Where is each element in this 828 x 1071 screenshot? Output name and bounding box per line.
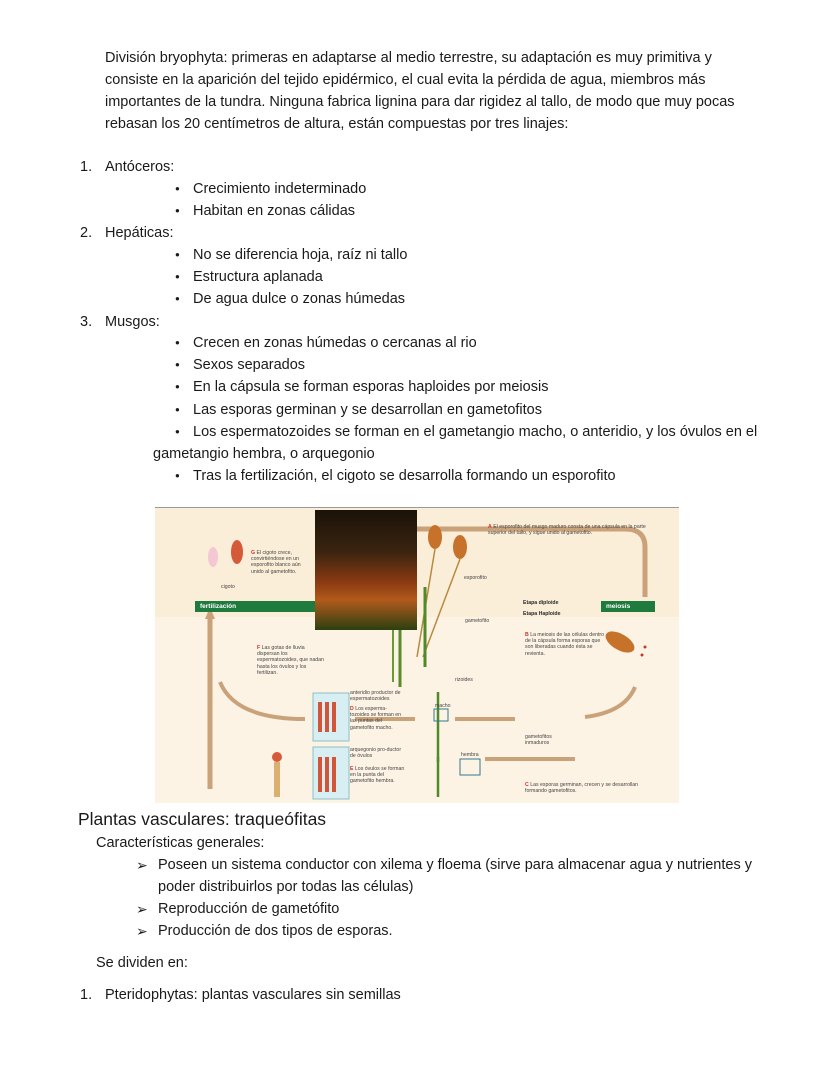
list-item: ● Estructura aplanada bbox=[193, 266, 323, 288]
caption-a bbox=[488, 524, 653, 536]
meiosis-bar: meiosis bbox=[601, 601, 655, 612]
list-item: ● Las esporas germinan y se desarrollan en gametofitos bbox=[193, 399, 542, 421]
list-item: ● Los espermatozoides se forman en el gametangio macho, o anteridio, y los óvulos en el bbox=[193, 421, 757, 443]
caption-e-pre: arquegonio pro-ductor de óvulos bbox=[350, 747, 402, 760]
caption-b bbox=[525, 632, 605, 657]
list-item-continuation: gametangio hembra, o arquegonio bbox=[153, 446, 375, 462]
caption-text: Los óvulos se forman en la punta del gametofito hembra. bbox=[350, 766, 405, 785]
female-label: hembra bbox=[461, 752, 479, 758]
group-title: Hepáticas: bbox=[105, 225, 174, 241]
fertilization-bar: fertilización bbox=[195, 601, 315, 612]
intro-paragraph: División bryophyta: primeras en adaptarse al medio terrestre, su adaptación es muy primitiva y consiste en la aparición del tejido epidérmico, el cual evita la pérdida de agua, miembros más importantes de la tundra. Ninguna fabrica lignina para dar rigidez al tallo, de modo que muy pocas rebasan los 20 centímetros de altura, están compuestas por tres linajes: bbox=[105, 50, 735, 132]
list-item: ● Tras la fertilización, el cigoto se desarrolla formando un esporofito bbox=[193, 465, 616, 487]
caption-c bbox=[525, 782, 655, 794]
stage-diploid-label: Etapa diploide bbox=[523, 600, 559, 606]
moss-photo bbox=[315, 510, 417, 630]
group-title: Musgos: bbox=[105, 314, 160, 330]
list-number: 2. bbox=[80, 225, 93, 241]
caption-text: La meiosis de las células dentro de la cápsula forma esporas que son liberadas cuando ésta se revienta. bbox=[525, 632, 605, 657]
caption-letter: F bbox=[257, 645, 261, 651]
list-item: ● Habitan en zonas cálidas bbox=[193, 200, 355, 222]
arrow-list-item-continuation: poder distribuirlos por todas las células) bbox=[158, 879, 414, 895]
list-number: 1. bbox=[80, 159, 93, 175]
section-subheading: Características generales: bbox=[96, 835, 265, 851]
list-item: ● Sexos separados bbox=[193, 354, 305, 376]
caption-letter: A bbox=[488, 524, 492, 530]
moss-life-cycle-figure bbox=[155, 507, 679, 803]
rhizoids-label: rizoides bbox=[455, 677, 473, 683]
caption-text: El esporofito del musgo maduro consta de una cápsula en la parte superior del tallo, y sigue unido al gametofito. bbox=[488, 524, 646, 537]
group-title: Antóceros: bbox=[105, 159, 175, 175]
arrow-list-item: ➢ Poseen un sistema conductor con xilema y floema (sirve para almacenar agua y nutrientes y bbox=[158, 854, 752, 876]
caption-text: Las gotas de lluvia dispersan los espermatozoides, que nadan hasta los óvulos y los fertilizan. bbox=[257, 645, 324, 676]
male-label: macho bbox=[435, 703, 451, 709]
list-item: ● De agua dulce o zonas húmedas bbox=[193, 288, 405, 310]
stage-haploid-label: Etapa Haploide bbox=[523, 611, 561, 617]
caption-d-pre: anteridio productor de espermatozoides bbox=[350, 690, 401, 703]
list-item: ● Crecimiento indeterminado bbox=[193, 178, 366, 200]
list-number: 3. bbox=[80, 314, 93, 330]
zygote-label: cigoto bbox=[221, 584, 235, 590]
caption-text: Las esporas germinan, crecen y se desarrollan formando gametofitos. bbox=[525, 782, 639, 795]
caption-letter: D bbox=[350, 706, 354, 712]
caption-g bbox=[251, 550, 313, 575]
list-item: ● En la cápsula se forman esporas haploides por meiosis bbox=[193, 376, 548, 398]
caption-e bbox=[350, 766, 406, 785]
caption-letter: C bbox=[525, 782, 529, 788]
list-item: ● No se diferencia hoja, raíz ni tallo bbox=[193, 244, 407, 266]
caption-letter: E bbox=[350, 766, 354, 772]
arrow-list-item: ➢ Producción de dos tipos de esporas. bbox=[158, 920, 393, 942]
list-number: 1. bbox=[80, 987, 93, 1003]
arrow-list-item: ➢ Reproducción de gametófito bbox=[158, 898, 339, 920]
section-heading: Plantas vasculares: traqueófitas bbox=[78, 809, 327, 829]
list-item: ● Crecen en zonas húmedas o cercanas al rio bbox=[193, 332, 477, 354]
gametophyte-label: gametofito bbox=[465, 618, 490, 624]
caption-text: El cigoto crece, convirtiéndose en un esporofito blanco aún unido al gametofito. bbox=[251, 550, 301, 575]
caption-letter: G bbox=[251, 550, 256, 556]
pteridophytas-item: Pteridophytas: plantas vasculares sin semillas bbox=[105, 987, 401, 1003]
caption-text: Los esperma-tozoides se forman en las puntas del gametofito macho. bbox=[350, 706, 402, 731]
caption-d bbox=[350, 706, 406, 731]
divide-label: Se dividen en: bbox=[96, 955, 188, 971]
caption-letter: B bbox=[525, 632, 529, 638]
sporophyte-label: esporofito bbox=[464, 575, 487, 581]
caption-f bbox=[257, 645, 327, 676]
immature-gametophytes-label: gametofitos inmaduros bbox=[525, 734, 552, 747]
